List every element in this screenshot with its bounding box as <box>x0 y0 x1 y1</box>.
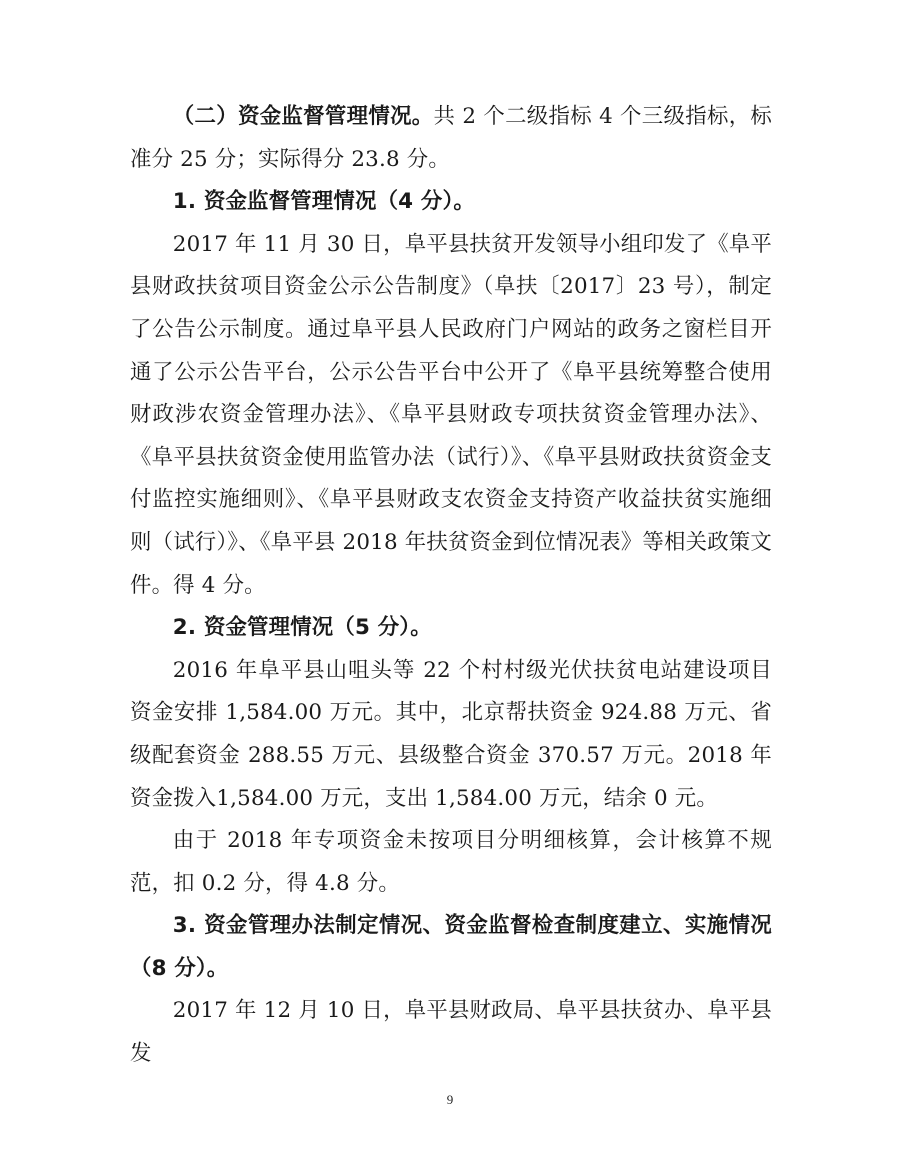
section-2-paragraph <box>130 96 772 181</box>
item-2-body-2: 由于 2018 年专项资金未按项目分明细核算，会计核算不规范，扣 0.2 分，得 4.8 分。 <box>130 828 772 896</box>
section-2-lead: （二）资金监督管理情况。 <box>172 104 434 129</box>
item-3-body: 2017 年 12 月 10 日，阜平县财政局、阜平县扶贫办、阜平县发 <box>130 998 772 1067</box>
document-body <box>130 96 772 1076</box>
item-2-heading: 2. 资金管理情况（5 分）。 <box>172 615 432 641</box>
page-number: 9 <box>446 1092 454 1107</box>
item-1-body: 2017 年 11 月 30 日，阜平县扶贫开发领导小组印发了《阜平县财政扶贫项目资金公示公告制度》（阜扶〔2017〕23 号），制定了公告公示制度。通过阜平县人民政府门户网站的政务之窗栏目开通了公示公告平台，公示公告平台中公开了《阜平县统筹整合使用财政涉农资金管理办法》、《阜平县财政专项扶贫资金管理办法》、《阜平县扶贫资金使用监管办法（试行）》、《阜平县财政扶贫资金支付监控实施细则》、《阜平县财政支农资金支持资产收益扶贫实施细则（试行）》、《阜平县 2018 年扶贫资金到位情况表》等相关政策文件。得 4 分。 <box>130 231 772 598</box>
item-3-heading: 3. 资金管理办法制定情况、资金监督检查制度建立、实施情况（8 分）。 <box>130 913 772 981</box>
item-1-heading: 1. 资金监督管理情况（4 分）。 <box>172 189 475 215</box>
section-2-text: 共 2 个二级指标 4 个三级指标，标准分 25 分；实际得分 23.8 分。 <box>130 104 773 172</box>
item-2-body-1: 2016 年阜平县山咀头等 22 个村村级光伏扶贫电站建设项目资金安排 1,584.00 万元。其中，北京帮扶资金 924.88 万元、省级配套资金 288.55 万元、县级整合资金 370.57 万元。2018 年资金拨入1,584.00 万元，支出 1,584.00 万元，结余 0 元。 <box>130 657 772 811</box>
